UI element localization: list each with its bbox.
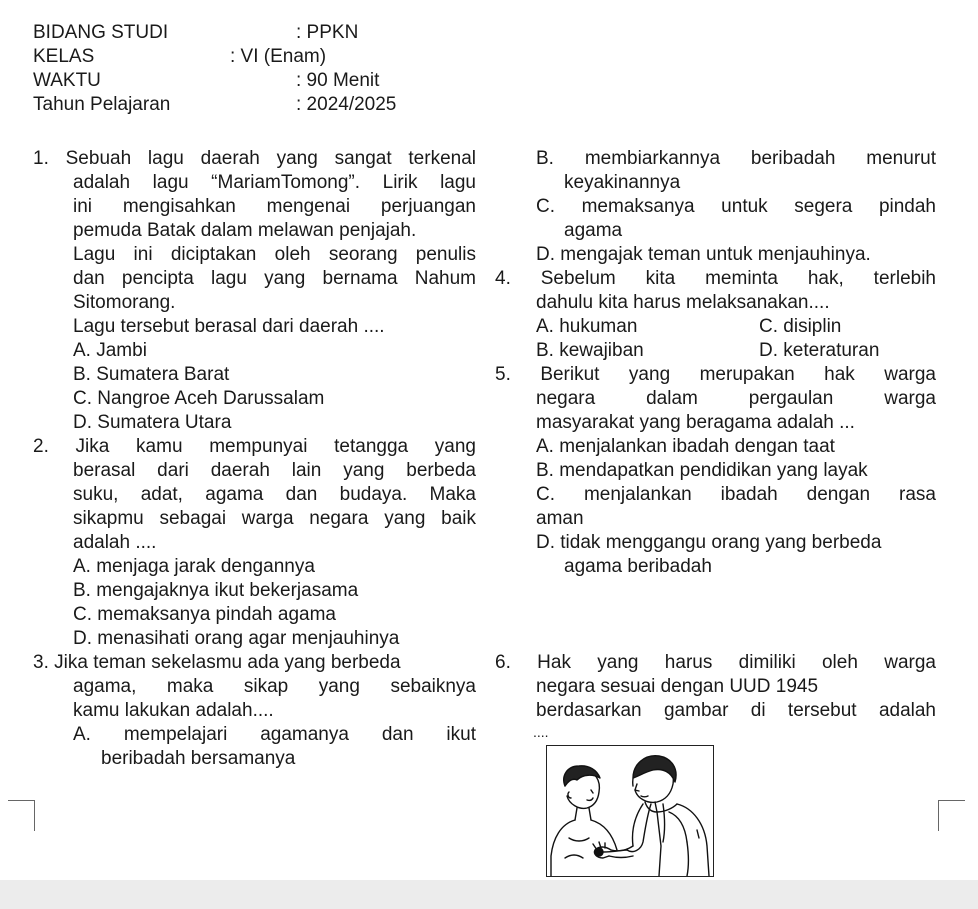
q6-line-1: 6. Hak yang harus dimiliki oleh warga — [495, 652, 936, 673]
q3-line-2: agama, maka sikap yang sebaiknya — [73, 676, 476, 697]
q3-option-c-line-2: agama — [564, 220, 623, 241]
q1-option-d: D. Sumatera Utara — [73, 412, 232, 433]
crop-mark-right — [938, 800, 965, 831]
crop-mark-left — [8, 800, 35, 831]
q2-line-5: adalah .... — [73, 532, 157, 553]
q4-line-1: 4. Sebelum kita meminta hak, terlebih — [495, 268, 936, 289]
q1-line-8: Lagu tersebut berasal dari daerah .... — [73, 316, 385, 337]
q1-line-2: adalah lagu “MariamTomong”. Lirik lagu — [73, 172, 476, 193]
q2-option-d: D. menasihati orang agar menjauhinya — [73, 628, 400, 649]
q6-line-3: berdasarkan gambar di tersebut adalah — [536, 700, 936, 721]
q3-line-3: kamu lakukan adalah.... — [73, 700, 274, 721]
q6-line-4: .... — [533, 724, 549, 740]
q5-option-d-line-1: D. tidak menggangu orang yang berbeda — [536, 532, 882, 553]
q2-option-c: C. memaksanya pindah agama — [73, 604, 336, 625]
q1-line-7: Sitomorang. — [73, 292, 176, 313]
header-kelas-value: : VI (Enam) — [230, 46, 327, 67]
q1-line-3: ini mengisahkan mengenai perjuangan — [73, 196, 476, 217]
q4-option-c: C. disiplin — [759, 316, 842, 337]
q2-line-4: sikapmu sebagai warga negara yang baik — [73, 508, 476, 529]
q1-option-a: A. Jambi — [73, 340, 147, 361]
q1-option-b: B. Sumatera Barat — [73, 364, 230, 385]
header-bidang-label: BIDANG STUDI — [33, 22, 169, 43]
q4-option-b: B. kewajiban — [536, 340, 644, 361]
q2-line-3: suku, adat, agama dan budaya. Maka — [73, 484, 476, 505]
q5-option-c-line-1: C. menjalankan ibadah dengan rasa — [536, 484, 936, 505]
q5-option-a: A. menjalankan ibadah dengan taat — [536, 436, 835, 457]
q1-line-6: dan pencipta lagu yang bernama Nahum — [73, 268, 476, 289]
q3-option-d: D. mengajak teman untuk menjauhinya. — [536, 244, 871, 265]
doctor-patient-illustration — [546, 745, 714, 877]
q1-option-c: C. Nangroe Aceh Darussalam — [73, 388, 325, 409]
page-bottom-edge — [0, 880, 978, 909]
header-tahun-value: : 2024/2025 — [296, 94, 397, 115]
q2-option-b: B. mengajaknya ikut bekerjasama — [73, 580, 359, 601]
q5-option-b: B. mendapatkan pendidikan yang layak — [536, 460, 868, 481]
q3-option-a-line-2: beribadah bersamanya — [101, 748, 296, 769]
stethoscope-illustration-icon — [547, 746, 713, 876]
header-kelas-label: KELAS — [33, 46, 95, 67]
q5-line-1: 5. Berikut yang merupakan hak warga — [495, 364, 936, 385]
header-waktu-label: WAKTU — [33, 70, 101, 91]
q4-option-d: D. keteraturan — [759, 340, 880, 361]
q6-line-2: negara sesuai dengan UUD 1945 — [536, 676, 819, 697]
q3-option-b-line-1: B. membiarkannya beribadah menurut — [536, 148, 936, 169]
q1-line-4: pemuda Batak dalam melawan penjajah. — [73, 220, 417, 241]
q5-option-c-line-2: aman — [536, 508, 584, 529]
q5-line-2: negara dalam pergaulan warga — [536, 388, 936, 409]
q5-option-d-line-2: agama beribadah — [564, 556, 712, 577]
q4-line-2: dahulu kita harus melaksanakan.... — [536, 292, 830, 313]
q4-option-a: A. hukuman — [536, 316, 638, 337]
q5-line-3: masyarakat yang beragama adalah ... — [536, 412, 855, 433]
q2-option-a: A. menjaga jarak dengannya — [73, 556, 315, 577]
q2-line-2: berasal dari daerah lain yang berbeda — [73, 460, 476, 481]
q1-line-5: Lagu ini diciptakan oleh seorang penulis — [73, 244, 476, 265]
header-waktu-value: : 90 Menit — [296, 70, 380, 91]
q1-line-1: 1. Sebuah lagu daerah yang sangat terkenal — [33, 148, 476, 169]
q3-option-c-line-1: C. memaksanya untuk segera pindah — [536, 196, 936, 217]
q3-option-a-line-1: A. mempelajari agamanya dan ikut — [73, 724, 476, 745]
q3-option-b-line-2: keyakinannya — [564, 172, 681, 193]
q2-line-1: 2. Jika kamu mempunyai tetangga yang — [33, 436, 476, 457]
header-tahun-label: Tahun Pelajaran — [33, 94, 171, 115]
q3-line-1: 3. Jika teman sekelasmu ada yang berbeda — [33, 652, 401, 673]
header-bidang-value: : PPKN — [296, 22, 359, 43]
